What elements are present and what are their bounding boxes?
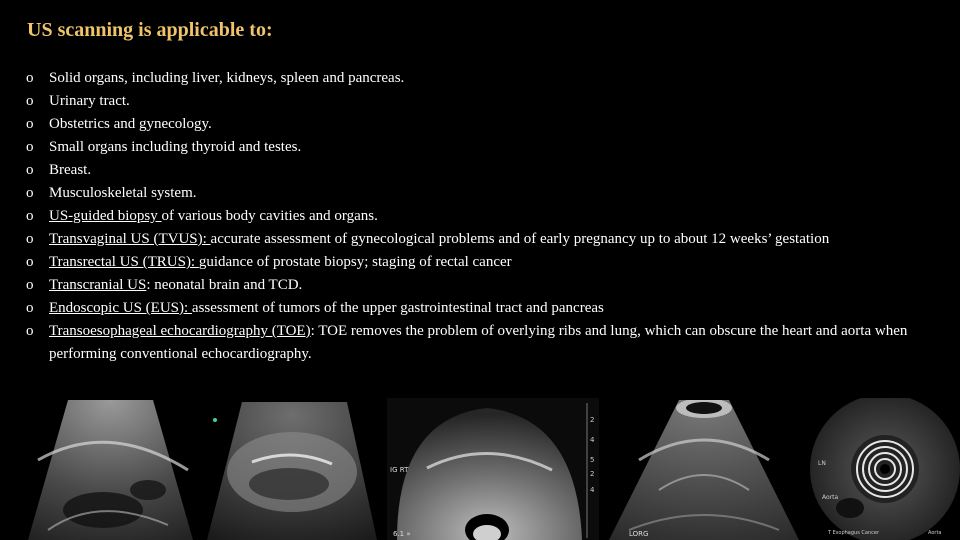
bullet-marker: o (26, 93, 34, 109)
item-term: Transcranial US (49, 277, 147, 293)
bullet-marker: o (26, 300, 34, 316)
item-text: : TOE removes the problem of overlying ribs and lung, which can obscure the heart and aorta when performing conventional echocardiography. (49, 323, 908, 362)
image-label: LN (818, 460, 826, 467)
slide-title: US scanning is applicable to: (27, 19, 273, 41)
item-term: Transoesophageal echocardiography (TOE) (49, 323, 311, 339)
bullet-marker: o (26, 208, 34, 224)
depth-scale-mark: 5 (590, 456, 595, 464)
list-item (26, 228, 946, 251)
item-text: Small organs including thyroid and testes. (49, 139, 302, 155)
list-item (26, 67, 946, 90)
list-item (26, 251, 946, 274)
list-item (26, 274, 946, 297)
list-item (26, 297, 946, 320)
image-label: Aorta (928, 530, 942, 536)
depth-scale-mark: 4 (590, 436, 595, 444)
list-item (26, 320, 946, 366)
ultrasound-image-abdomen (28, 400, 193, 540)
item-text: accurate assessment of gynecological problems and of early pregnancy up to about 12 weeks’ gestation (210, 231, 830, 247)
list-item (26, 136, 946, 159)
item-text: assessment of tumors of the upper gastrointestinal tract and pancreas (191, 300, 604, 316)
list-item (26, 90, 946, 113)
depth-scale-mark: 4 (590, 486, 595, 494)
ultrasound-image-strip (0, 396, 960, 540)
ultrasound-image-pelvis (197, 402, 377, 540)
item-text: Musculoskeletal system. (49, 185, 197, 201)
image-corner-label: 6.1 » (393, 530, 411, 538)
bullet-marker: o (26, 116, 34, 132)
item-term: Endoscopic US (EUS): (49, 300, 192, 316)
depth-scale-mark: 2 (590, 470, 595, 478)
list-item (26, 159, 946, 182)
bullet-marker: o (26, 277, 34, 293)
item-text: Obstetrics and gynecology. (49, 116, 212, 132)
bullet-marker: o (26, 139, 34, 155)
ultrasound-image-prostate (387, 398, 599, 540)
depth-scale-mark: 2 (590, 416, 595, 424)
item-text: guidance of prostate biopsy; staging of rectal cancer (198, 254, 512, 270)
list-item (26, 205, 946, 228)
image-label: LORG (629, 530, 649, 538)
bullet-marker: o (26, 185, 34, 201)
bullet-marker: o (26, 70, 34, 86)
item-text: of various body cavities and organs. (161, 208, 378, 224)
image-label: T Esophagus Cancer (828, 530, 880, 536)
ultrasound-image-neonatal-brain (609, 400, 799, 540)
bullet-marker: o (26, 254, 34, 270)
item-text: Urinary tract. (49, 93, 130, 109)
list-item (26, 182, 946, 205)
ultrasound-image-endoscopic (810, 398, 960, 540)
image-side-label: IG RT (390, 466, 409, 474)
item-text: : neonatal brain and TCD. (146, 277, 303, 293)
bullet-marker: o (26, 323, 34, 339)
item-text: Breast. (49, 162, 92, 178)
item-term: Transrectal US (TRUS): (49, 254, 199, 270)
image-label: Aorta (822, 494, 839, 501)
bullet-marker: o (26, 162, 34, 178)
item-term: Transvaginal US (TVUS): (49, 231, 211, 247)
list-item (26, 113, 946, 136)
bullet-marker: o (26, 231, 34, 247)
bullet-list (26, 67, 946, 366)
item-term: US-guided biopsy (49, 208, 162, 224)
item-text: Solid organs, including liver, kidneys, spleen and pancreas. (49, 70, 405, 86)
